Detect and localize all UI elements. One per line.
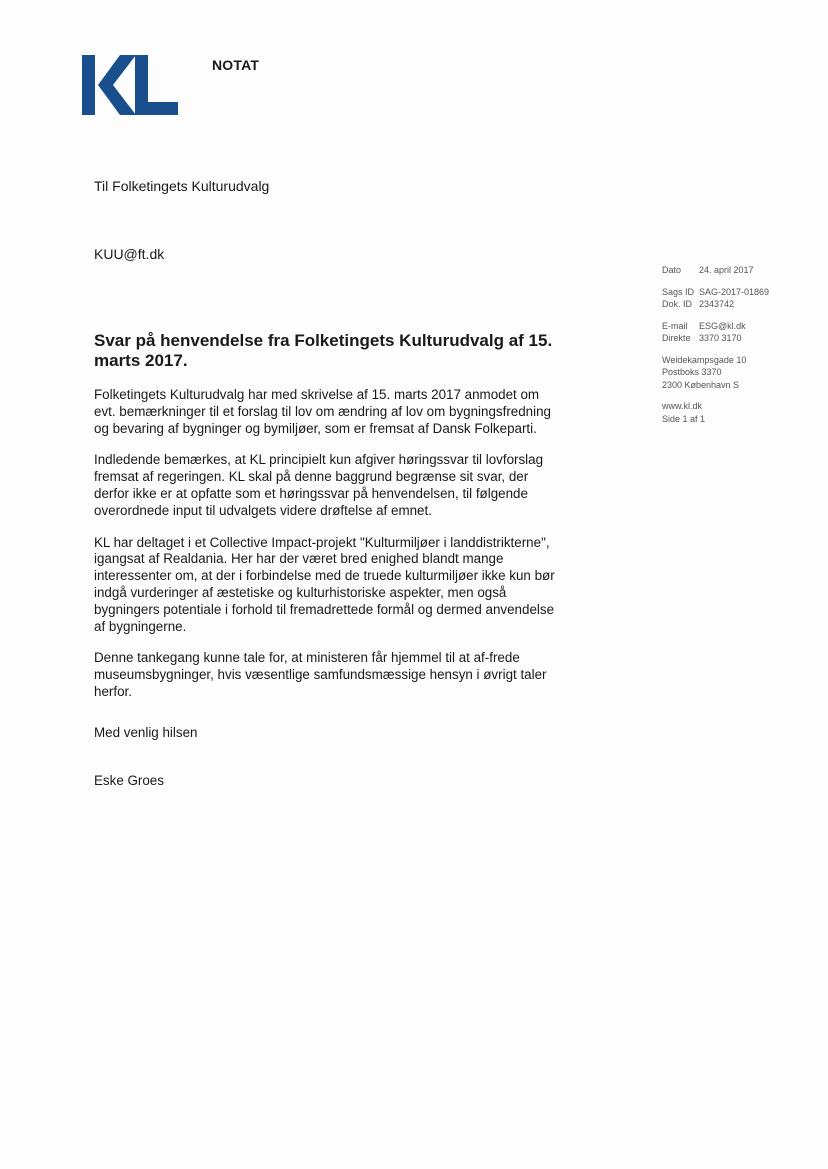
kl-logo — [82, 55, 178, 115]
id-group — [662, 286, 822, 311]
metadata-panel — [662, 264, 822, 434]
email-label: E-mail — [662, 320, 688, 331]
case-id-row — [662, 286, 822, 299]
doc-id-value: 2343742 — [699, 299, 735, 309]
website-link[interactable]: www.kl.dk — [662, 401, 703, 411]
closing-line: Med venlig hilsen — [94, 725, 198, 740]
address-line-3: 2300 København S — [662, 379, 740, 390]
direct-label: Direkte — [662, 333, 691, 343]
document-type-label: NOTAT — [212, 57, 260, 73]
case-id-value: SAG-2017-01869 — [699, 286, 770, 297]
email-row — [662, 320, 822, 333]
doc-id-row — [662, 298, 822, 311]
contact-group — [662, 320, 822, 345]
doc-id-label: Dok. ID — [662, 299, 693, 309]
date-label: Dato — [662, 265, 682, 275]
date-row — [662, 264, 822, 277]
document-title: Svar på henvendelse fra Folketingets Kulturudvalg af 15. marts 2017. — [94, 331, 553, 370]
case-id-label: Sags ID — [662, 286, 695, 297]
body-paragraph: Folketingets Kulturudvalg har med skrivelse af 15. marts 2017 anmodet om evt. bemærkninger til et forslag til lov om ændring af lov om bygningsfredning og bevaring af bygninger og bymiljøer, som er fremsat af Dansk Folkeparti. — [94, 387, 551, 436]
direct-row — [662, 332, 822, 345]
body-paragraph: Denne tankegang kunne tale for, at ministeren får hjemmel til at af-frede museumsbygninger, hvis væsentlige samfundsmæssige hensyn i øvrigt taler herfor. — [94, 650, 547, 699]
direct-value: 3370 3170 — [699, 333, 742, 343]
recipient-email: KUU@ft.dk — [94, 246, 165, 262]
date-value: 24. april 2017 — [699, 265, 754, 275]
body-paragraph: KL har deltaget i et Collective Impact-projekt "Kulturmiljøer i landdistrikterne", igangsat af Realdania. Her har der været bred enighed blandt mange interessenter om, at der i forbindelse med de truede kulturmiljøer ikke kun bør indgå vurderinger af æstetiske og kulturhistoriske aspekter, men også bygningers potentiale i forhold til fremadrettede formål og dermed anvendelse af bygningerne. — [94, 534, 555, 634]
date-group — [662, 264, 822, 277]
signature-name: Eske Groes — [94, 773, 164, 788]
address-group — [662, 354, 822, 392]
address-line-2: Postboks 3370 — [662, 367, 722, 377]
address-line-1: Weidekampsgade 10 — [662, 354, 747, 365]
page-number: Side 1 af 1 — [662, 413, 706, 424]
body-paragraph: Indledende bemærkes, at KL principielt kun afgiver høringssvar til lovforslag fremsat af regeringen. KL skal på denne baggrund begrænse sit svar, der derfor ikke er at opfatte som et høringssvar på henvendelsen, til følgende overordnede input til udvalgets videre drøftelse af emnet. — [94, 452, 544, 518]
body-text — [94, 387, 564, 716]
recipient-line: Til Folketingets Kulturudvalg — [94, 178, 270, 194]
email-value: ESG@kl.dk — [699, 320, 746, 331]
footer-group — [662, 400, 822, 425]
